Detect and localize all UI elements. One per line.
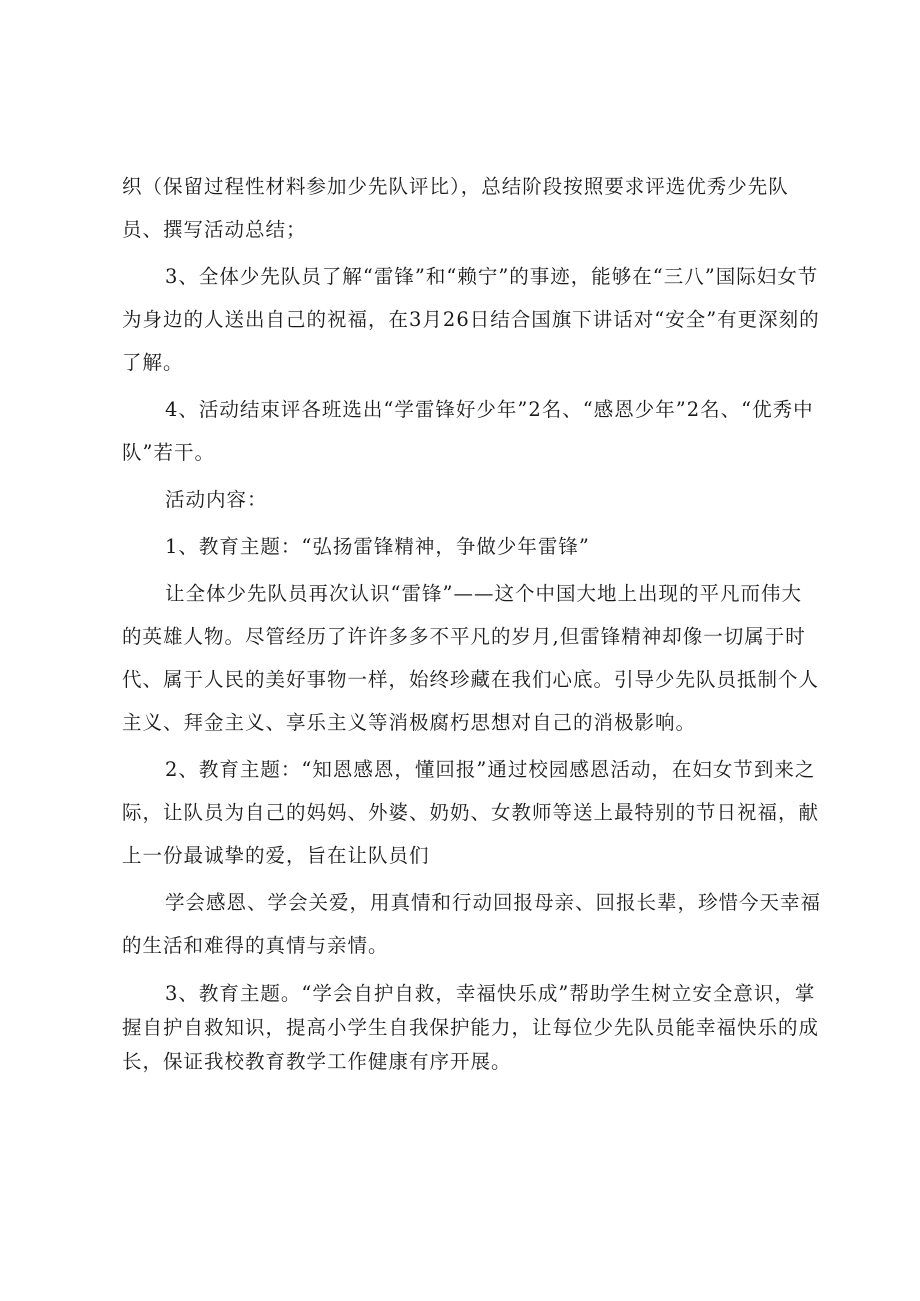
paragraph-theme-3: 3、教育主题。“学会自护自救，幸福快乐成”帮助学生树立安全意识，掌握自护自救知识，提高小学生自我保护能力，让每位少先队员能幸福快乐的成长，保证我校教育教学工作健康有序开展。 [122,982,820,1073]
paragraph-1: 织（保留过程性材料参加少先队评比），总结阶段按照要求评选优秀少先队员、撰写活动总结； [122,175,789,241]
section-heading-activity-content: 活动内容： [165,488,268,511]
paragraph-theme-1-body: 让全体少先队员再次认识“雷锋”——这个中国大地上出现的平凡而伟大的英雄人物。尽管经历了许许多多不平凡的岁月,但雷锋精神却像一切属于时代、属于人民的美好事物一样，始终珍藏在我们心底。引导少先队员抵制个人主义、拜金主义、享乐主义等消极腐朽思想对自己的消极影响。 [122,582,820,734]
document-body [122,165,822,1083]
theme-heading-1: 1、教育主题：“弘扬雷锋精神，争做少年雷锋” [165,535,590,558]
paragraph-theme-2: 2、教育主题：“知恩感恩，懂回报”通过校园感恩活动，在妇女节到来之际，让队员为自己的妈妈、外婆、奶奶、女教师等送上最特别的节日祝福，献上一份最诚挚的爱，旨在让队员们 [122,758,820,867]
paragraph-3: 4、活动结束评各班选出“学雷锋好少年”2名、“感恩少年”2名、“优秀中队”若干。 [122,398,814,464]
paragraph-theme-2-continued: 学会感恩、学会关爱，用真情和行动回报母亲、回报长辈，珍惜今天幸福的生活和难得的真情与亲情。 [122,891,822,957]
paragraph-2: 3、全体少先队员了解“雷锋”和“赖宁”的事迹，能够在“三八”国际妇女节为身边的人送出自己的祝福，在3月26日结合国旗下讲话对“安全”有更深刻的了解。 [122,265,820,374]
